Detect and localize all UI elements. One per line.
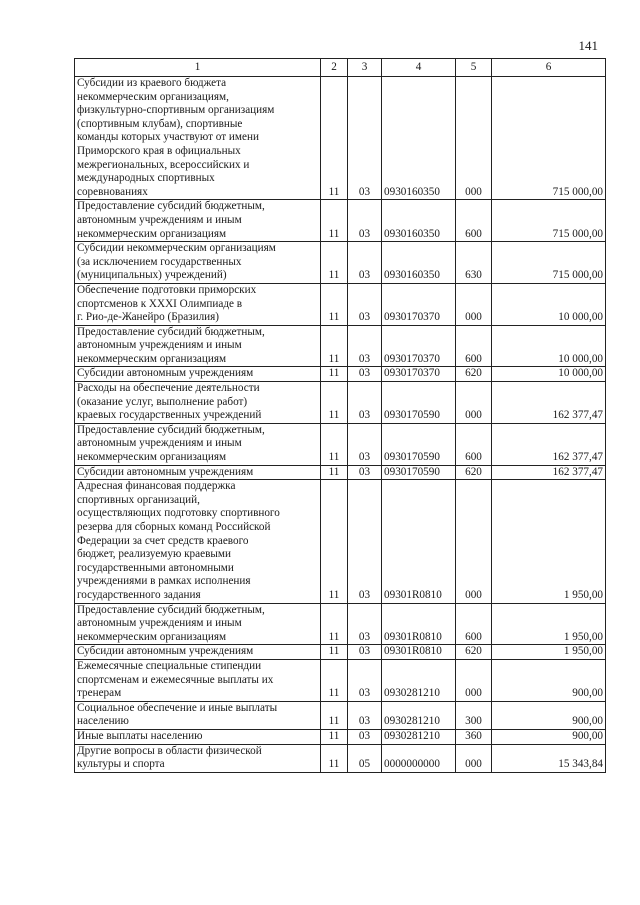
amount-cell: 1 950,00 [492, 645, 606, 660]
section-cell: 11 [321, 283, 348, 325]
section-cell: 11 [321, 382, 348, 424]
subsection-cell: 03 [348, 325, 382, 367]
section-cell: 11 [321, 423, 348, 465]
expense-type-cell: 600 [456, 325, 492, 367]
amount-cell: 1 950,00 [492, 480, 606, 603]
subsection-cell: 03 [348, 603, 382, 645]
expense-type-cell: 600 [456, 423, 492, 465]
table-row [75, 465, 606, 480]
expense-type-cell: 000 [456, 283, 492, 325]
amount-cell: 162 377,47 [492, 382, 606, 424]
table-row [75, 701, 606, 729]
expense-type-cell: 620 [456, 465, 492, 480]
target-code-cell: 0930170590 [382, 382, 456, 424]
table-row [75, 367, 606, 382]
subsection-cell: 03 [348, 242, 382, 284]
amount-cell: 900,00 [492, 659, 606, 701]
target-code-cell: 09301R0810 [382, 645, 456, 660]
header-col-2: 2 [321, 59, 348, 77]
expense-name-cell: Субсидии из краевого бюджета некоммерческим организациям, физкультурно-спортивным организациям (спортивным клубам), спортивные команды которых участвуют от имени Приморского края в официальных межрегиональных, всероссийских и международных спортивных соревнованиях [75, 77, 321, 200]
table-row [75, 242, 606, 284]
target-code-cell: 0930170370 [382, 325, 456, 367]
budget-table [74, 58, 606, 773]
expense-name-cell: Обеспечение подготовки приморских спортсменов к XXXI Олимпиаде в г. Рио-де-Жанейро (Бразилия) [75, 283, 321, 325]
section-cell: 11 [321, 480, 348, 603]
subsection-cell: 03 [348, 465, 382, 480]
amount-cell: 715 000,00 [492, 77, 606, 200]
target-code-cell: 0930170370 [382, 283, 456, 325]
expense-name-cell: Другие вопросы в области физической культуры и спорта [75, 744, 321, 772]
expense-type-cell: 300 [456, 701, 492, 729]
expense-type-cell: 600 [456, 200, 492, 242]
table-row [75, 480, 606, 603]
expense-type-cell: 600 [456, 603, 492, 645]
amount-cell: 162 377,47 [492, 423, 606, 465]
expense-name-cell: Субсидии некоммерческим организациям (за исключением государственных (муниципальных) учреждений) [75, 242, 321, 284]
expense-type-cell: 000 [456, 480, 492, 603]
expense-type-cell: 630 [456, 242, 492, 284]
expense-type-cell: 000 [456, 382, 492, 424]
amount-cell: 10 000,00 [492, 325, 606, 367]
target-code-cell: 09301R0810 [382, 480, 456, 603]
expense-type-cell: 620 [456, 367, 492, 382]
subsection-cell: 03 [348, 701, 382, 729]
table-body [75, 77, 606, 773]
target-code-cell: 0930281210 [382, 729, 456, 744]
amount-cell: 900,00 [492, 701, 606, 729]
target-code-cell: 0930281210 [382, 701, 456, 729]
amount-cell: 162 377,47 [492, 465, 606, 480]
subsection-cell: 03 [348, 645, 382, 660]
table-row [75, 645, 606, 660]
section-cell: 11 [321, 465, 348, 480]
section-cell: 11 [321, 645, 348, 660]
section-cell: 11 [321, 744, 348, 772]
table-row [75, 603, 606, 645]
subsection-cell: 03 [348, 77, 382, 200]
expense-type-cell: 000 [456, 659, 492, 701]
subsection-cell: 03 [348, 382, 382, 424]
table-header [75, 59, 606, 77]
target-code-cell: 0000000000 [382, 744, 456, 772]
section-cell: 11 [321, 603, 348, 645]
section-cell: 11 [321, 729, 348, 744]
amount-cell: 15 343,84 [492, 744, 606, 772]
amount-cell: 715 000,00 [492, 200, 606, 242]
amount-cell: 1 950,00 [492, 603, 606, 645]
header-col-3: 3 [348, 59, 382, 77]
expense-type-cell: 360 [456, 729, 492, 744]
header-row [75, 59, 606, 77]
table-row [75, 659, 606, 701]
expense-name-cell: Предоставление субсидий бюджетным, автономным учреждениям и иным некоммерческим организациям [75, 325, 321, 367]
expense-name-cell: Субсидии автономным учреждениям [75, 465, 321, 480]
header-col-5: 5 [456, 59, 492, 77]
target-code-cell: 0930170590 [382, 465, 456, 480]
subsection-cell: 03 [348, 283, 382, 325]
section-cell: 11 [321, 325, 348, 367]
target-code-cell: 09301R0810 [382, 603, 456, 645]
table-row [75, 423, 606, 465]
table-row [75, 200, 606, 242]
header-col-4: 4 [382, 59, 456, 77]
expense-name-cell: Предоставление субсидий бюджетным, автономным учреждениям и иным некоммерческим организациям [75, 200, 321, 242]
table-row [75, 325, 606, 367]
section-cell: 11 [321, 701, 348, 729]
table-row [75, 744, 606, 772]
page-number: 141 [578, 38, 598, 53]
target-code-cell: 0930170590 [382, 423, 456, 465]
expense-name-cell: Расходы на обеспечение деятельности (оказание услуг, выполнение работ) краевых государственных учреждений [75, 382, 321, 424]
subsection-cell: 03 [348, 729, 382, 744]
expense-name-cell: Предоставление субсидий бюджетным, автономным учреждениям и иным некоммерческим организациям [75, 603, 321, 645]
section-cell: 11 [321, 242, 348, 284]
section-cell: 11 [321, 77, 348, 200]
header-col-6: 6 [492, 59, 606, 77]
target-code-cell: 0930160350 [382, 242, 456, 284]
target-code-cell: 0930170370 [382, 367, 456, 382]
expense-name-cell: Иные выплаты населению [75, 729, 321, 744]
amount-cell: 900,00 [492, 729, 606, 744]
subsection-cell: 03 [348, 200, 382, 242]
subsection-cell: 03 [348, 659, 382, 701]
expense-name-cell: Субсидии автономным учреждениям [75, 645, 321, 660]
amount-cell: 715 000,00 [492, 242, 606, 284]
target-code-cell: 0930160350 [382, 77, 456, 200]
expense-name-cell: Адресная финансовая поддержка спортивных организаций, осуществляющих подготовку спортивного резерва для сборных команд Российской Федерации за счет средств краевого бюджет, реализуемую краевыми государственными автономными учреждениями в рамках исполнения государственного задания [75, 480, 321, 603]
subsection-cell: 03 [348, 367, 382, 382]
table-row [75, 283, 606, 325]
table-row [75, 729, 606, 744]
table-row [75, 382, 606, 424]
amount-cell: 10 000,00 [492, 283, 606, 325]
expense-type-cell: 620 [456, 645, 492, 660]
subsection-cell: 03 [348, 423, 382, 465]
section-cell: 11 [321, 367, 348, 382]
section-cell: 11 [321, 200, 348, 242]
table-row [75, 77, 606, 200]
expense-type-cell: 000 [456, 77, 492, 200]
amount-cell: 10 000,00 [492, 367, 606, 382]
subsection-cell: 05 [348, 744, 382, 772]
expense-name-cell: Социальное обеспечение и иные выплаты населению [75, 701, 321, 729]
expense-type-cell: 000 [456, 744, 492, 772]
expense-name-cell: Ежемесячные специальные стипендии спортсменам и ежемесячные выплаты их тренерам [75, 659, 321, 701]
subsection-cell: 03 [348, 480, 382, 603]
target-code-cell: 0930160350 [382, 200, 456, 242]
target-code-cell: 0930281210 [382, 659, 456, 701]
section-cell: 11 [321, 659, 348, 701]
header-col-1: 1 [75, 59, 321, 77]
expense-name-cell: Субсидии автономным учреждениям [75, 367, 321, 382]
expense-name-cell: Предоставление субсидий бюджетным, автономным учреждениям и иным некоммерческим организациям [75, 423, 321, 465]
